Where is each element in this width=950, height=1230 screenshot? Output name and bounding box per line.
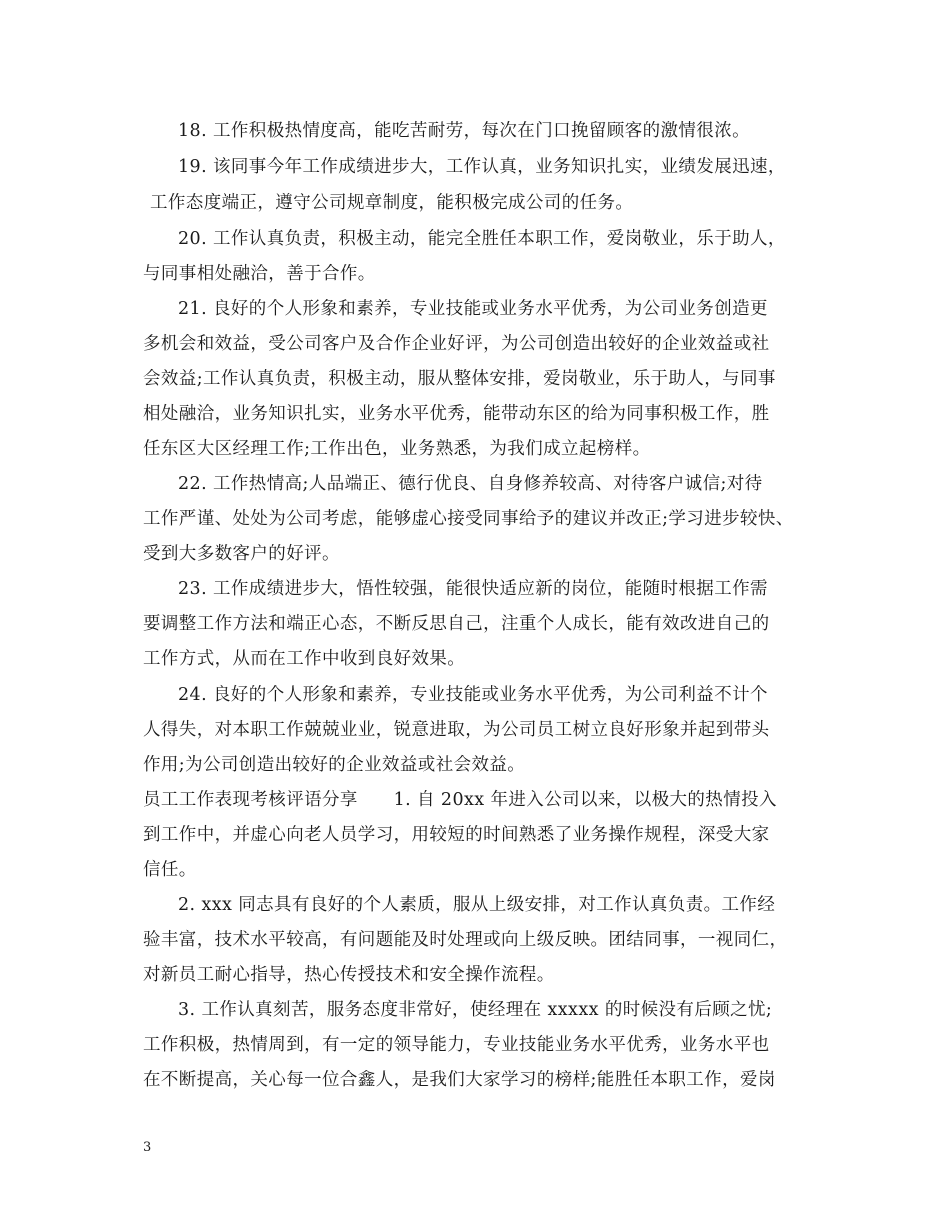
text-line: 3. 工作认真刻苦，服务态度非常好，使经理在 xxxxx 的时候没有后顾之忧; <box>178 1000 773 1020</box>
text-line: 多机会和效益，受公司客户及合作企业好评，为公司创造出较好的企业效益或社 <box>143 334 770 354</box>
text-line: 工作方式，从而在工作中收到良好效果。 <box>143 649 466 669</box>
text-line: 相处融洽，业务知识扎实，业务水平优秀，能带动东区的给为同事积极工作，胜 <box>143 404 770 424</box>
text-line: 到工作中，并虚心向老人员学习，用较短的时间熟悉了业务操作规程，深受大家 <box>143 825 770 845</box>
text-line: 信任。 <box>143 860 197 880</box>
text-line: 工作严谨、处处为公司考虑，能够虚心接受同事给予的建议并改正;学习进步较快、 <box>143 509 794 529</box>
text-line: 2. xxx 同志具有良好的个人素质，服从上级安排，对工作认真负责。工作经 <box>178 895 776 915</box>
text-line: 受到大多数客户的好评。 <box>143 544 340 564</box>
text-line: 22. 工作热情高;人品端正、德行优良、自身修养较高、对待客户诚信;对待 <box>178 474 763 494</box>
text-line: 20. 工作认真负责，积极主动，能完全胜任本职工作，爱岗敬业，乐于助人， <box>178 229 786 249</box>
text-line: 24. 良好的个人形象和素养，专业技能或业务水平优秀，为公司利益不计个 <box>178 685 768 705</box>
text-line: 任东区大区经理工作;工作出色，业务熟悉，为我们成立起榜样。 <box>143 439 651 459</box>
text-line: 在不断提高，关心每一位合鑫人，是我们大家学习的榜样;能胜任本职工作，爱岗 <box>143 1070 776 1090</box>
text-line: 验丰富，技术水平较高，有问题能及时处理或向上级反映。团结同事，一视同仁， <box>143 930 788 950</box>
text-line: 21. 良好的个人形象和素养，专业技能或业务水平优秀，为公司业务创造更 <box>178 299 768 319</box>
text-line: 19. 该同事今年工作成绩进步大，工作认真，业务知识扎实，业绩发展迅速， <box>178 157 786 177</box>
text-line: 工作积极，热情周到，有一定的领导能力，专业技能业务水平优秀，业务水平也 <box>143 1035 770 1055</box>
text-line: 工作态度端正，遵守公司规章制度，能积极完成公司的任务。 <box>150 193 634 213</box>
text-line: 作用;为公司创造出较好的企业效益或社会效益。 <box>143 755 526 775</box>
section-heading-line: 员工工作表现考核评语分享 1. 自 20xx 年进入公司以来，以极大的热情投入 <box>143 790 777 810</box>
page-number: 3 <box>143 1140 152 1155</box>
text-line: 23. 工作成绩进步大，悟性较强，能很快适应新的岗位，能随时根据工作需 <box>178 579 768 599</box>
text-line: 18. 工作积极热情度高，能吃苦耐劳，每次在门口挽留顾客的激情很浓。 <box>178 121 750 141</box>
text-line: 人得失，对本职工作兢兢业业，锐意进取，为公司员工树立良好形象并起到带头 <box>143 720 770 740</box>
text-line: 要调整工作方法和端正心态，不断反思自己，注重个人成长，能有效改进自己的 <box>143 614 770 634</box>
text-line: 会效益;工作认真负责，积极主动，服从整体安排，爱岗敬业，乐于助人，与同事 <box>143 369 776 389</box>
text-line: 与同事相处融洽，善于合作。 <box>143 264 376 284</box>
text-line: 对新员工耐心指导，热心传授技术和安全操作流程。 <box>143 965 555 985</box>
